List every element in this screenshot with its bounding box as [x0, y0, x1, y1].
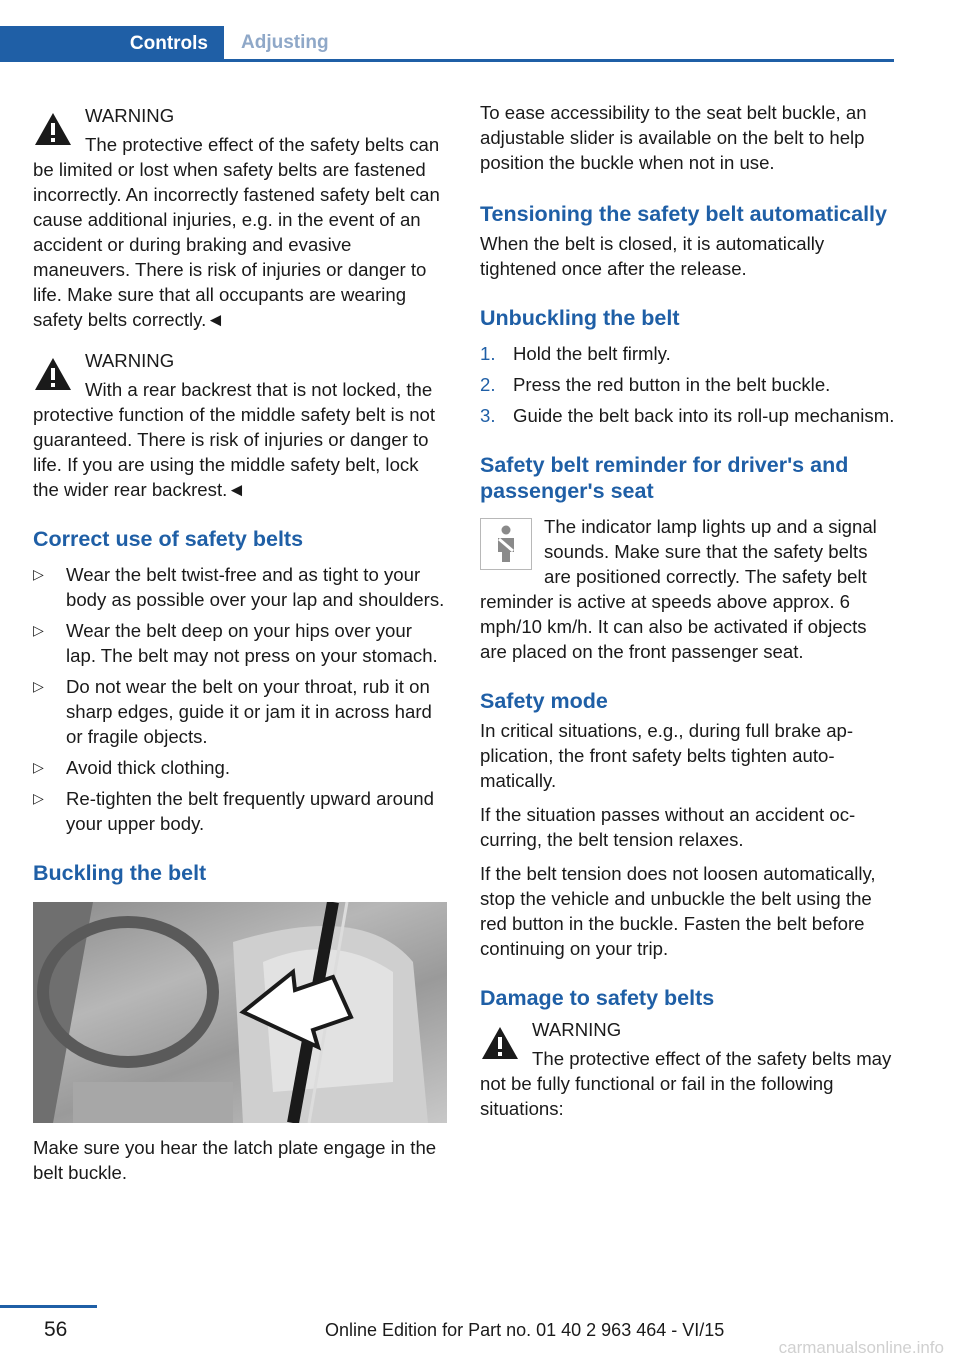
step-number: 1.: [480, 343, 496, 364]
section-text: The indicator lamp lights up and a signal sounds. Make sure that the safety belts are positioned correctly. The safety belt reminder is active at speeds above approx. 6 mph/10 km/h. It can also be activated if objects are placed on the front passenger seat.: [480, 516, 877, 662]
warning-title: WARNING: [532, 1019, 622, 1040]
warning-block: [33, 103, 447, 332]
list-item: ▷ Do not wear the belt on your throat, rub it on sharp edges, guide it or jam it in across hard or fragile objects.: [33, 674, 447, 749]
section-heading: Damage to safety belts: [480, 986, 715, 1010]
warning-block: [33, 348, 447, 502]
seat-belt-photo-illustration: [33, 902, 447, 1123]
right-column: [480, 100, 896, 1135]
list-item: ▷ Wear the belt twist-free and as tight to your body as possible over your lap and shoulders.: [33, 562, 447, 612]
footer-rule: [0, 1305, 97, 1308]
section-heading: Tensioning the safety belt automatically: [480, 202, 887, 226]
list-item: [480, 372, 896, 397]
warning-triangle-icon: [33, 111, 73, 147]
edition-line: Online Edition for Part no. 01 40 2 963 464 - VI/15: [325, 1320, 725, 1340]
warning-block: [480, 1017, 896, 1121]
list-item: [480, 403, 896, 428]
watermark: carmanualsonline.info: [778, 1338, 944, 1357]
numbered-list: [480, 341, 896, 428]
seat-belt-photo: [33, 902, 447, 1123]
warning-triangle-icon: [480, 1025, 520, 1061]
section-heading: Safety belt reminder for driver's and passenger's seat: [480, 453, 849, 503]
section-text: In critical situations, e.g., during full brake application, the front safety belts tighten automatically.: [480, 720, 854, 791]
section-heading: Correct use of safety belts: [33, 527, 304, 551]
seatbelt-icon: [491, 524, 521, 564]
warning-text: The protective effect of the safety belts can be limited or lost when safety belts are fastened incorrectly. An incorrectly fastened safety belt can cause additional injuries, e.g. in the event of an accident or during braking and evasive maneuvers. There is risk of injuries or danger to life. Make sure that all occupants are wearing safety belts correctly.◄: [33, 134, 440, 330]
reminder-block: [480, 514, 896, 664]
section-heading: Buckling the belt: [33, 861, 207, 885]
list-item: ▷ Avoid thick clothing.: [33, 755, 447, 780]
bullet-list: [33, 562, 447, 836]
warning-title: WARNING: [85, 350, 175, 371]
chapter-tab-label: Controls: [129, 33, 208, 54]
page-number: 56: [44, 1318, 68, 1341]
list-item: ▷ Wear the belt deep on your hips over your lap. The belt may not press on your stomach.: [33, 618, 447, 668]
step-text: Press the red button in the belt buckle.: [513, 374, 831, 395]
warning-text: With a rear backrest that is not locked, the protective function of the middle safety belt is not guaranteed. There is risk of injuries or danger to life. If you are using the middle safety belt, lock the wider rear backrest.◄: [33, 379, 436, 500]
warning-text: The protective effect of the safety belts may not be fully functional or fail in the following situations:: [480, 1048, 892, 1119]
section-text: When the belt is closed, it is automatically tightened once after the release.: [480, 233, 825, 279]
intro-text: To ease accessibility to the seat belt buckle, an adjustable slider is available on the belt to help position the buckle when not in use.: [480, 102, 867, 173]
warning-title: WARNING: [85, 105, 175, 126]
step-number: 2.: [480, 374, 496, 395]
step-text: Hold the belt firmly.: [513, 343, 671, 364]
section-text: If the belt tension does not loosen automatically, stop the vehicle and unbuckle the belt using the red button in the buckle. Fasten the belt before continuing on your trip.: [480, 863, 876, 959]
section-heading: Unbuckling the belt: [480, 306, 680, 330]
step-number: 3.: [480, 405, 496, 426]
chapter-tab-adjusting[interactable]: [224, 26, 894, 62]
step-text: Guide the belt back into its roll-up mechanism.: [513, 405, 895, 426]
list-item: [480, 341, 896, 366]
page-header: [0, 0, 960, 62]
chapter-tab-controls[interactable]: [0, 26, 224, 62]
seatbelt-indicator-icon: [480, 518, 532, 570]
list-item: ▷ Re-tighten the belt frequently upward around your upper body.: [33, 786, 447, 836]
section-heading: Safety mode: [480, 689, 608, 713]
section-text: If the situation passes without an accident occurring, the belt tension relaxes.: [480, 804, 856, 850]
warning-triangle-icon: [33, 356, 73, 392]
photo-caption: Make sure you hear the latch plate engage in the belt buckle.: [33, 1137, 437, 1183]
left-column: [33, 100, 447, 1185]
section-tab-label: Adjusting: [241, 31, 329, 53]
